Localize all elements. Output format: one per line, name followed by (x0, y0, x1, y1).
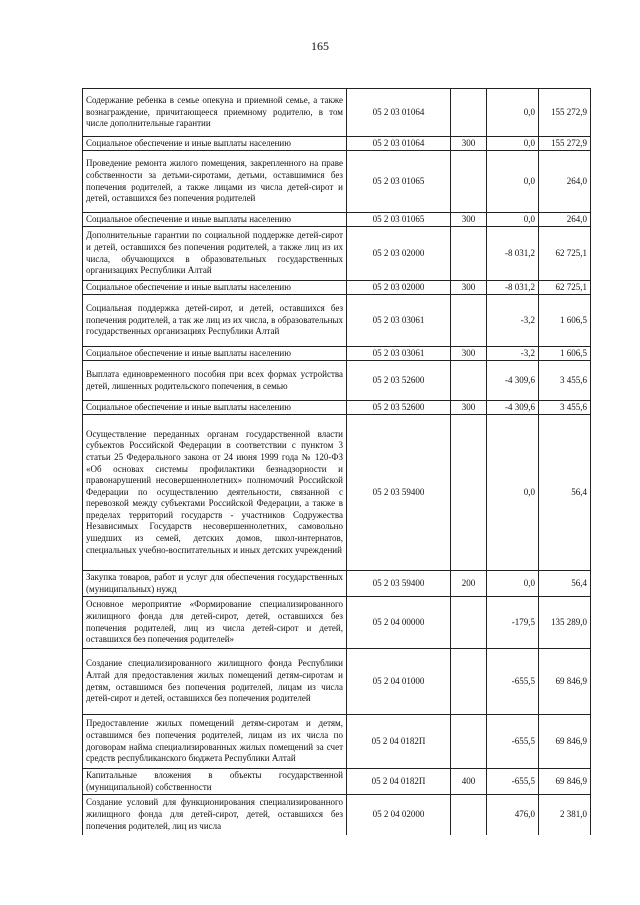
row-name: Капитальные вложения в объекты государственной (муниципальной) собственности (83, 769, 347, 795)
table-row (83, 597, 591, 649)
row-vr (451, 715, 487, 769)
row-vr (451, 597, 487, 649)
row-total: 264,0 (539, 151, 591, 213)
table-row (83, 571, 591, 597)
row-code: 05 2 03 01065 (347, 213, 451, 227)
row-code: 05 2 04 0182П (347, 715, 451, 769)
row-code: 05 2 04 01000 (347, 649, 451, 715)
row-total: 264,0 (539, 213, 591, 227)
row-name: Проведение ремонта жилого помещения, закрепленного на праве собственности за детьми-сиротами, детьми, оставшимися без попечения родителей, а также лицами из числа детей-сирот и детей, оставшихся без попечения родителей (83, 151, 347, 213)
row-code: 05 2 03 03061 (347, 347, 451, 361)
row-change: -4 309,6 (487, 401, 539, 415)
row-change: -4 309,6 (487, 361, 539, 401)
table-row (83, 89, 591, 137)
row-vr: 300 (451, 401, 487, 415)
row-vr: 300 (451, 213, 487, 227)
row-change: 0,0 (487, 213, 539, 227)
row-code: 05 2 03 01064 (347, 89, 451, 137)
row-change: 0,0 (487, 415, 539, 571)
row-change: -655,5 (487, 769, 539, 795)
row-name: Социальное обеспечение и иные выплаты населению (83, 347, 347, 361)
row-change: 0,0 (487, 137, 539, 151)
row-total: 3 455,6 (539, 361, 591, 401)
row-change: 0,0 (487, 571, 539, 597)
row-total: 1 606,5 (539, 295, 591, 347)
row-total: 135 289,0 (539, 597, 591, 649)
table-row (83, 295, 591, 347)
row-vr (451, 151, 487, 213)
table-row (83, 401, 591, 415)
row-name: Создание условий для функционирования специализированного жилищного фонда для детей-сирот, детей, оставшихся без попечения родителей, лиц из числа (83, 795, 347, 835)
row-change: -8 031,2 (487, 281, 539, 295)
row-code: 05 2 03 01064 (347, 137, 451, 151)
row-name: Социальная поддержка детей-сирот, и детей, оставшихся без попечения родителей, а так же лиц из их числа, в образовательных государственных организациях Республики Алтай (83, 295, 347, 347)
row-name: Содержание ребенка в семье опекуна и приемной семье, а также вознаграждение, причитающееся приемному родителю, в том числе дополнительные гарантии (83, 89, 347, 137)
row-code: 05 2 03 01065 (347, 151, 451, 213)
row-total: 62 725,1 (539, 227, 591, 281)
table-row (83, 795, 591, 835)
row-name: Социальное обеспечение и иные выплаты населению (83, 137, 347, 151)
row-name: Дополнительные гарантии по социальной поддержке детей-сирот и детей, оставшихся без попечения родителей, а также лиц из их числа, обучающихся в образовательных государственных организациях Республики Алтай (83, 227, 347, 281)
row-code: 05 2 03 03061 (347, 295, 451, 347)
row-total: 69 846,9 (539, 715, 591, 769)
row-change: -655,5 (487, 715, 539, 769)
row-change: 0,0 (487, 89, 539, 137)
row-change: -8 031,2 (487, 227, 539, 281)
table-row (83, 361, 591, 401)
row-vr: 300 (451, 347, 487, 361)
table-row (83, 137, 591, 151)
row-vr (451, 295, 487, 347)
row-vr (451, 227, 487, 281)
row-total: 69 846,9 (539, 649, 591, 715)
table-row (83, 347, 591, 361)
row-vr: 200 (451, 571, 487, 597)
row-vr (451, 361, 487, 401)
row-name: Закупка товаров, работ и услуг для обеспечения государственных (муниципальных) нужд (83, 571, 347, 597)
table-row (83, 227, 591, 281)
row-total: 2 381,0 (539, 795, 591, 835)
row-change: -655,5 (487, 649, 539, 715)
row-vr: 300 (451, 281, 487, 295)
row-change: -179,5 (487, 597, 539, 649)
table-row (83, 769, 591, 795)
row-name: Создание специализированного жилищного фонда Республики Алтай для предоставления жилых помещений детям-сиротам и детям, оставшимся без попечения родителей, лицам из числа детей-сирот и детей, оставшихся без попечения родителей (83, 649, 347, 715)
row-total: 56,4 (539, 415, 591, 571)
table-row (83, 415, 591, 571)
row-code: 05 2 03 59400 (347, 571, 451, 597)
row-code: 05 2 04 00000 (347, 597, 451, 649)
row-name: Социальное обеспечение и иные выплаты населению (83, 401, 347, 415)
row-name: Социальное обеспечение и иные выплаты населению (83, 281, 347, 295)
row-vr (451, 89, 487, 137)
page-number: 165 (311, 39, 329, 53)
row-vr (451, 649, 487, 715)
row-vr (451, 415, 487, 571)
row-vr (451, 795, 487, 835)
row-total: 69 846,9 (539, 769, 591, 795)
row-code: 05 2 04 0182П (347, 769, 451, 795)
table-row (83, 213, 591, 227)
row-name: Основное мероприятие «Формирование специализированного жилищного фонда для детей-сирот, детей, оставшихся без попечения родителей, лиц из числа детей-сирот и детей, оставшихся без попечения родителей» (83, 597, 347, 649)
row-vr: 300 (451, 137, 487, 151)
row-code: 05 2 03 02000 (347, 281, 451, 295)
row-name: Выплата единовременного пособия при всех формах устройства детей, лишенных родительского попечения, в семью (83, 361, 347, 401)
row-total: 3 455,6 (539, 401, 591, 415)
row-change: 476,0 (487, 795, 539, 835)
row-code: 05 2 04 02000 (347, 795, 451, 835)
row-change: 0,0 (487, 151, 539, 213)
table-row (83, 715, 591, 769)
row-code: 05 2 03 52600 (347, 361, 451, 401)
table-row (83, 649, 591, 715)
row-total: 155 272,9 (539, 137, 591, 151)
row-code: 05 2 03 59400 (347, 415, 451, 571)
row-total: 56,4 (539, 571, 591, 597)
row-name: Предоставление жилых помещений детям-сиротам и детям, оставшимся без попечения родителей, лицам из их числа по договорам найма специализированных жилых помещений за счет средств республиканского бюджета Республики Алтай (83, 715, 347, 769)
row-total: 155 272,9 (539, 89, 591, 137)
row-change: -3,2 (487, 347, 539, 361)
row-total: 1 606,5 (539, 347, 591, 361)
row-name: Осуществление переданных органам государственной власти субъектов Российской Федерации в соответствии с пунктом 3 статьи 25 Федерального закона от 24 июня 1999 года № 120-ФЗ «Об основах системы профилактики безнадзорности и правонарушений несовершеннолетних» полномочий Российской Федерации по осуществлению деятельности, связанной с перевозкой между субъектами Российской Федерации, а также в пределах территорий государств - участников Содружества Независимых Государств несовершеннолетних, самовольно ушедших из семей, детских домов, школ-интернатов, специальных учебно-воспитательных и иных детских учреждений (83, 415, 347, 571)
row-vr: 400 (451, 769, 487, 795)
row-total: 62 725,1 (539, 281, 591, 295)
row-name: Социальное обеспечение и иные выплаты населению (83, 213, 347, 227)
budget-table (82, 88, 591, 835)
row-code: 05 2 03 02000 (347, 227, 451, 281)
row-change: -3,2 (487, 295, 539, 347)
table-row (83, 151, 591, 213)
row-code: 05 2 03 52600 (347, 401, 451, 415)
table-row (83, 281, 591, 295)
